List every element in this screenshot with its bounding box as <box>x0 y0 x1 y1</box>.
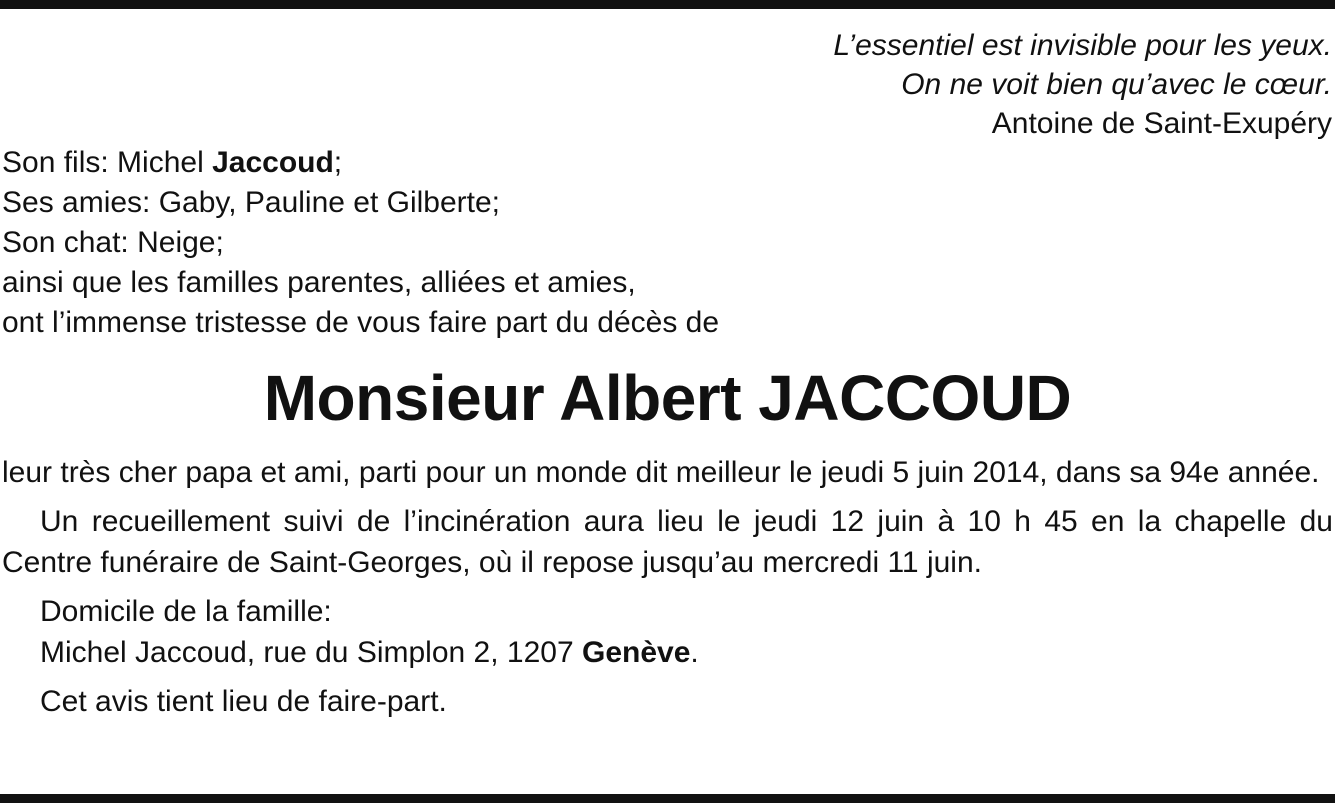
epigraph-author: Antoine de Saint-Exupéry <box>991 107 1332 140</box>
domicile-block <box>2 591 1333 673</box>
closing-note: Cet avis tient lieu de faire-part. <box>40 685 447 718</box>
ceremony-paragraph: Un recueillement suivi de l’incinération aura lieu le jeudi 12 juin à 10 h 45 en la chapelle du Centre funéraire de Saint-Georges, où il repose jusqu’au mercredi 11 juin. <box>2 505 1333 579</box>
address-city: Genève <box>581 636 691 669</box>
family-son-surname: Jaccoud <box>212 146 334 179</box>
family-son-prefix: Son fils: Michel <box>2 146 213 179</box>
family-cat: Son chat: Neige; <box>2 226 224 259</box>
family-relatives: ainsi que les familles parentes, alliées et amies, <box>2 266 636 299</box>
family-son <box>2 143 719 183</box>
domicile-label: Domicile de la famille: <box>40 595 332 628</box>
family-announcement: ont l’immense tristesse de vous faire part du décès de <box>2 306 720 339</box>
epigraph-line-1: L’essentiel est invisible pour les yeux. <box>833 29 1332 62</box>
epigraph <box>833 26 1332 143</box>
family-list <box>2 143 719 343</box>
deceased-name: Monsieur Albert JACCOUD <box>263 362 1072 434</box>
notice-body <box>2 452 1333 722</box>
top-border-rule <box>0 0 1335 9</box>
family-son-suffix: ; <box>333 146 343 179</box>
address-prefix: Michel Jaccoud, rue du Simplon 2, 1207 <box>40 636 582 669</box>
description-paragraph: leur très cher papa et ami, parti pour un monde dit meilleur le jeudi 5 juin 2014, dans sa 94e année. <box>2 456 1320 489</box>
epigraph-line-2: On ne voit bien qu’avec le cœur. <box>901 68 1332 101</box>
family-friends: Ses amies: Gaby, Pauline et Gilberte; <box>2 186 501 219</box>
domicile-address <box>40 632 1333 673</box>
address-suffix: . <box>690 636 699 669</box>
bottom-border-rule <box>0 794 1335 803</box>
